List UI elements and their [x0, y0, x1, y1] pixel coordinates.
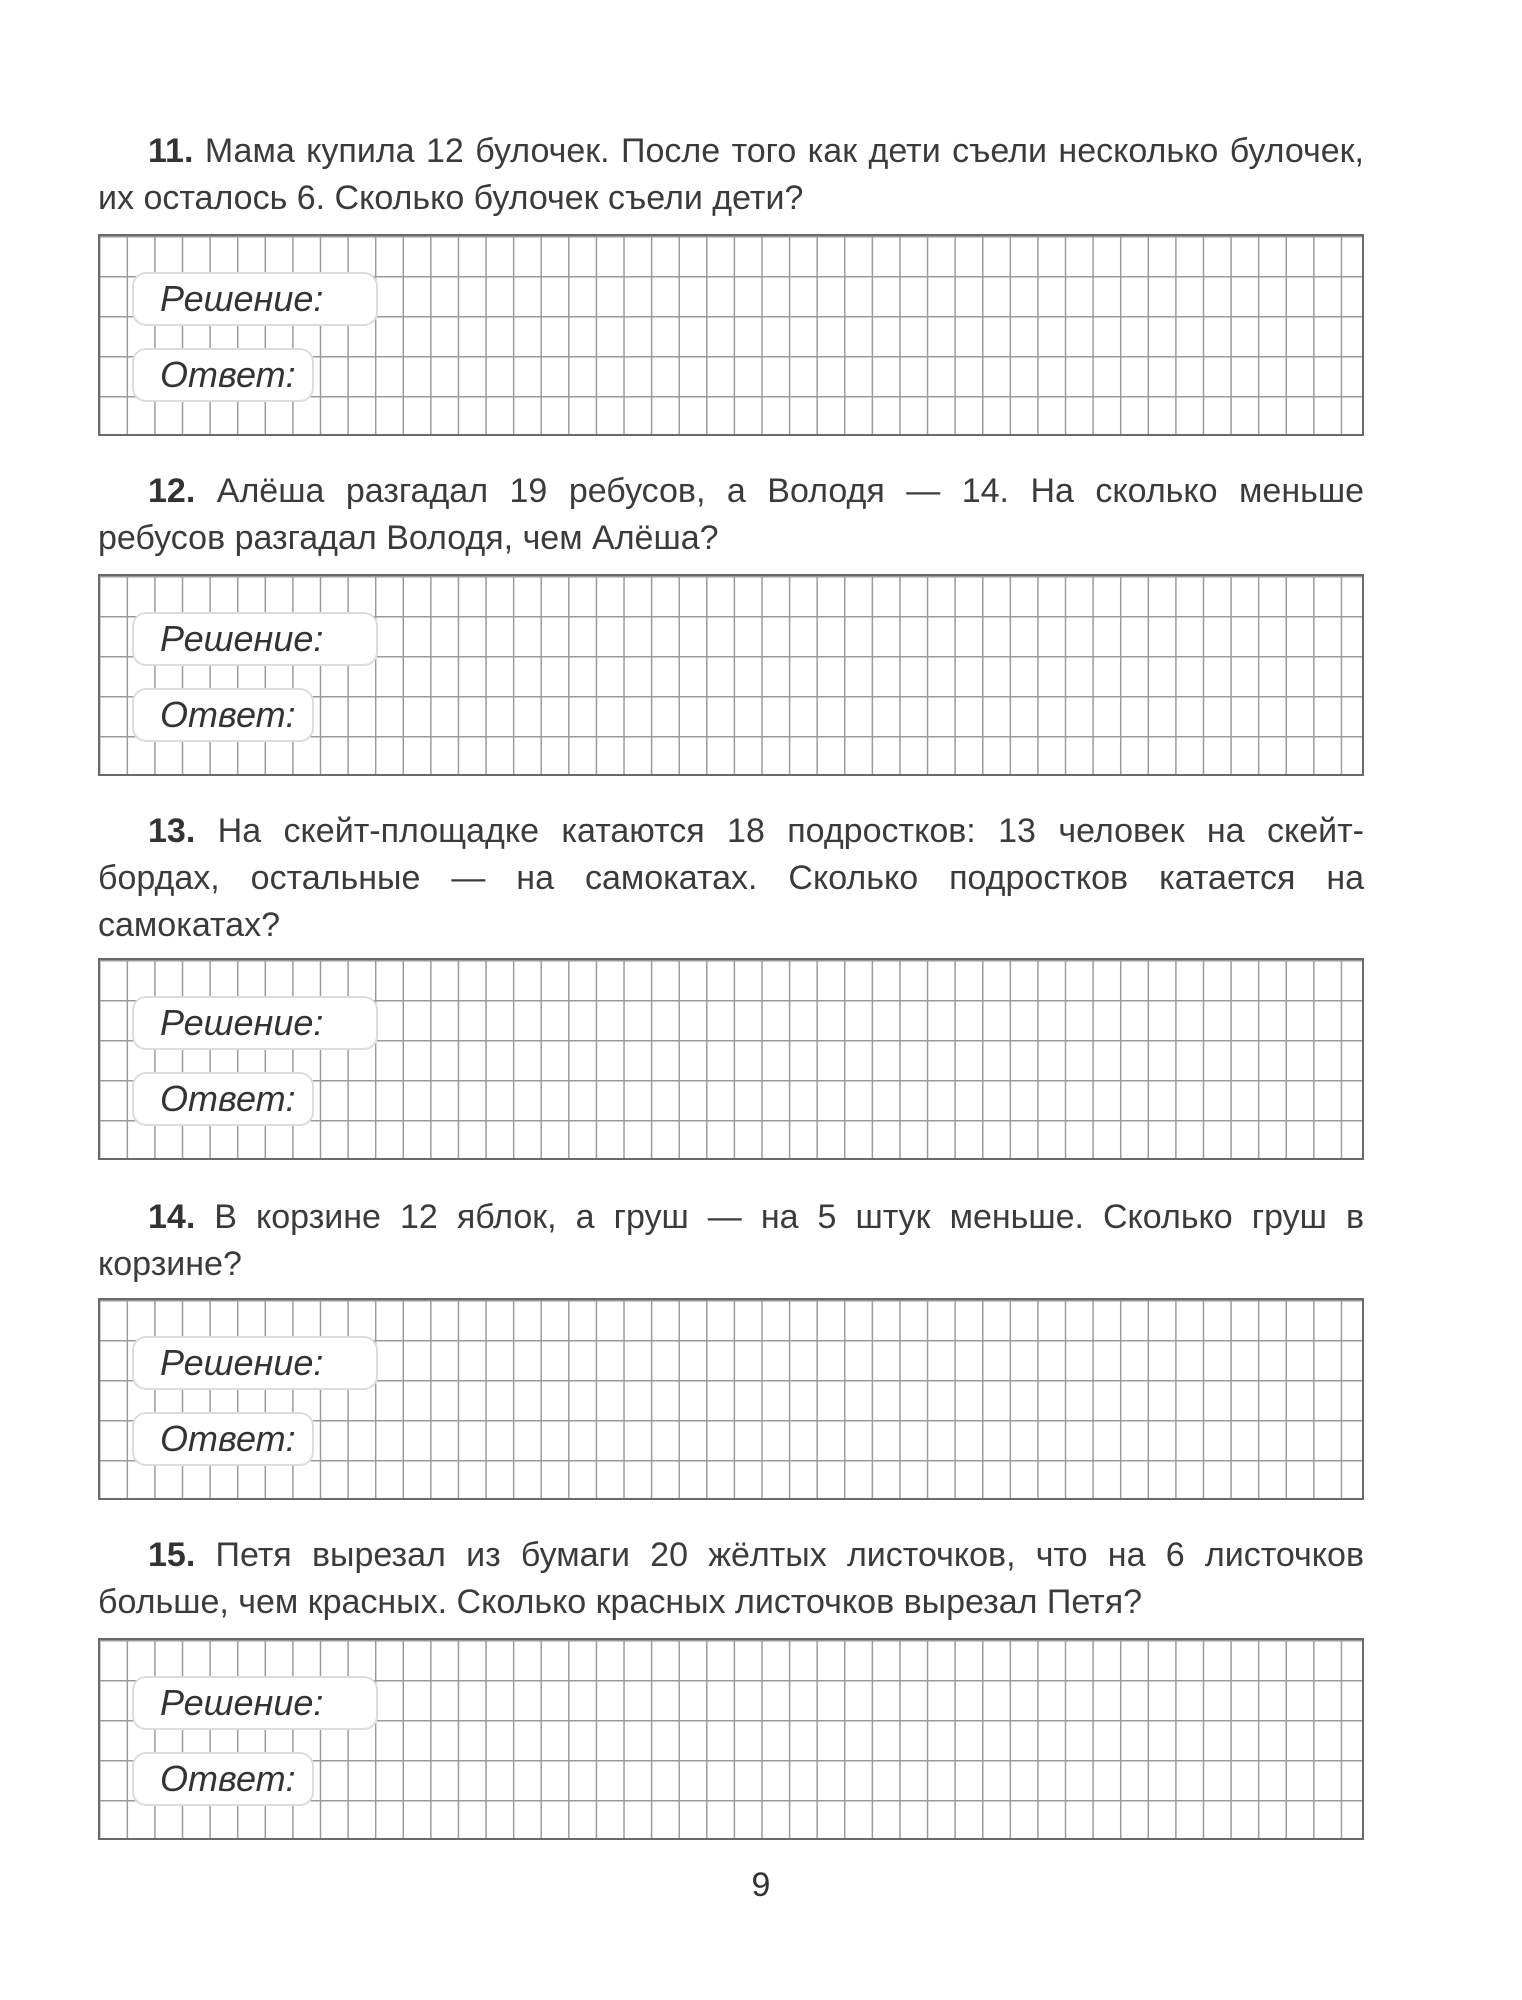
task-12	[98, 468, 1364, 562]
task-15	[98, 1532, 1364, 1626]
task-13-answer-grid[interactable]	[98, 958, 1364, 1160]
task-15-question: Петя вырезал из бумаги 20 жёлтых листочков, что на 6 листочков больше, чем красных. Сколько красных листочков вырезал Петя?	[98, 1536, 1365, 1621]
task-14-number: 14.	[148, 1198, 196, 1236]
task-11-text	[98, 128, 1364, 222]
page-number: 9	[751, 1866, 771, 1904]
task-14	[98, 1194, 1364, 1288]
task-11-number: 11.	[148, 132, 194, 170]
task-12-solution-label: Решение:	[134, 614, 376, 664]
task-13-number: 13.	[148, 812, 196, 850]
task-12-question: Алёша разгадал 19 ребусов, а Володя — 14. На сколько меньше ребусов разгадал Володя, чем Алёша?	[98, 472, 1365, 557]
task-11-answer-label: Ответ:	[134, 350, 312, 400]
task-14-solution-label: Решение:	[134, 1338, 376, 1388]
task-11	[98, 128, 1364, 222]
task-12-answer-grid[interactable]	[98, 574, 1364, 776]
task-12-answer-label: Ответ:	[134, 690, 312, 740]
task-13-answer-label: Ответ:	[134, 1074, 312, 1124]
task-15-answer-label: Ответ:	[134, 1754, 312, 1804]
task-12-number: 12.	[148, 472, 196, 510]
task-15-number: 15.	[148, 1536, 196, 1574]
task-15-text	[98, 1532, 1364, 1626]
task-14-question: В корзине 12 яблок, а груш — на 5 штук меньше. Сколько груш в корзине?	[98, 1198, 1365, 1283]
task-11-solution-label: Решение:	[134, 274, 376, 324]
task-12-text	[98, 468, 1364, 562]
task-11-question: Мама купила 12 булочек. После того как дети съели несколько булочек, их осталось 6. Сколько булочек съели дети?	[98, 132, 1365, 217]
task-14-answer-label: Ответ:	[134, 1414, 312, 1464]
task-15-solution-label: Решение:	[134, 1678, 376, 1728]
task-13-question: На скейт-площадке катаются 18 подростков: 13 человек на скейт-бордах, остальные — на самокатах. Сколько подростков катается на самокатах?	[98, 812, 1364, 944]
task-13-text	[98, 808, 1364, 949]
task-13	[98, 808, 1364, 949]
task-14-answer-grid[interactable]	[98, 1298, 1364, 1500]
task-13-solution-label: Решение:	[134, 998, 376, 1048]
task-15-answer-grid[interactable]	[98, 1638, 1364, 1840]
task-14-text	[98, 1194, 1364, 1288]
task-11-answer-grid[interactable]	[98, 234, 1364, 436]
